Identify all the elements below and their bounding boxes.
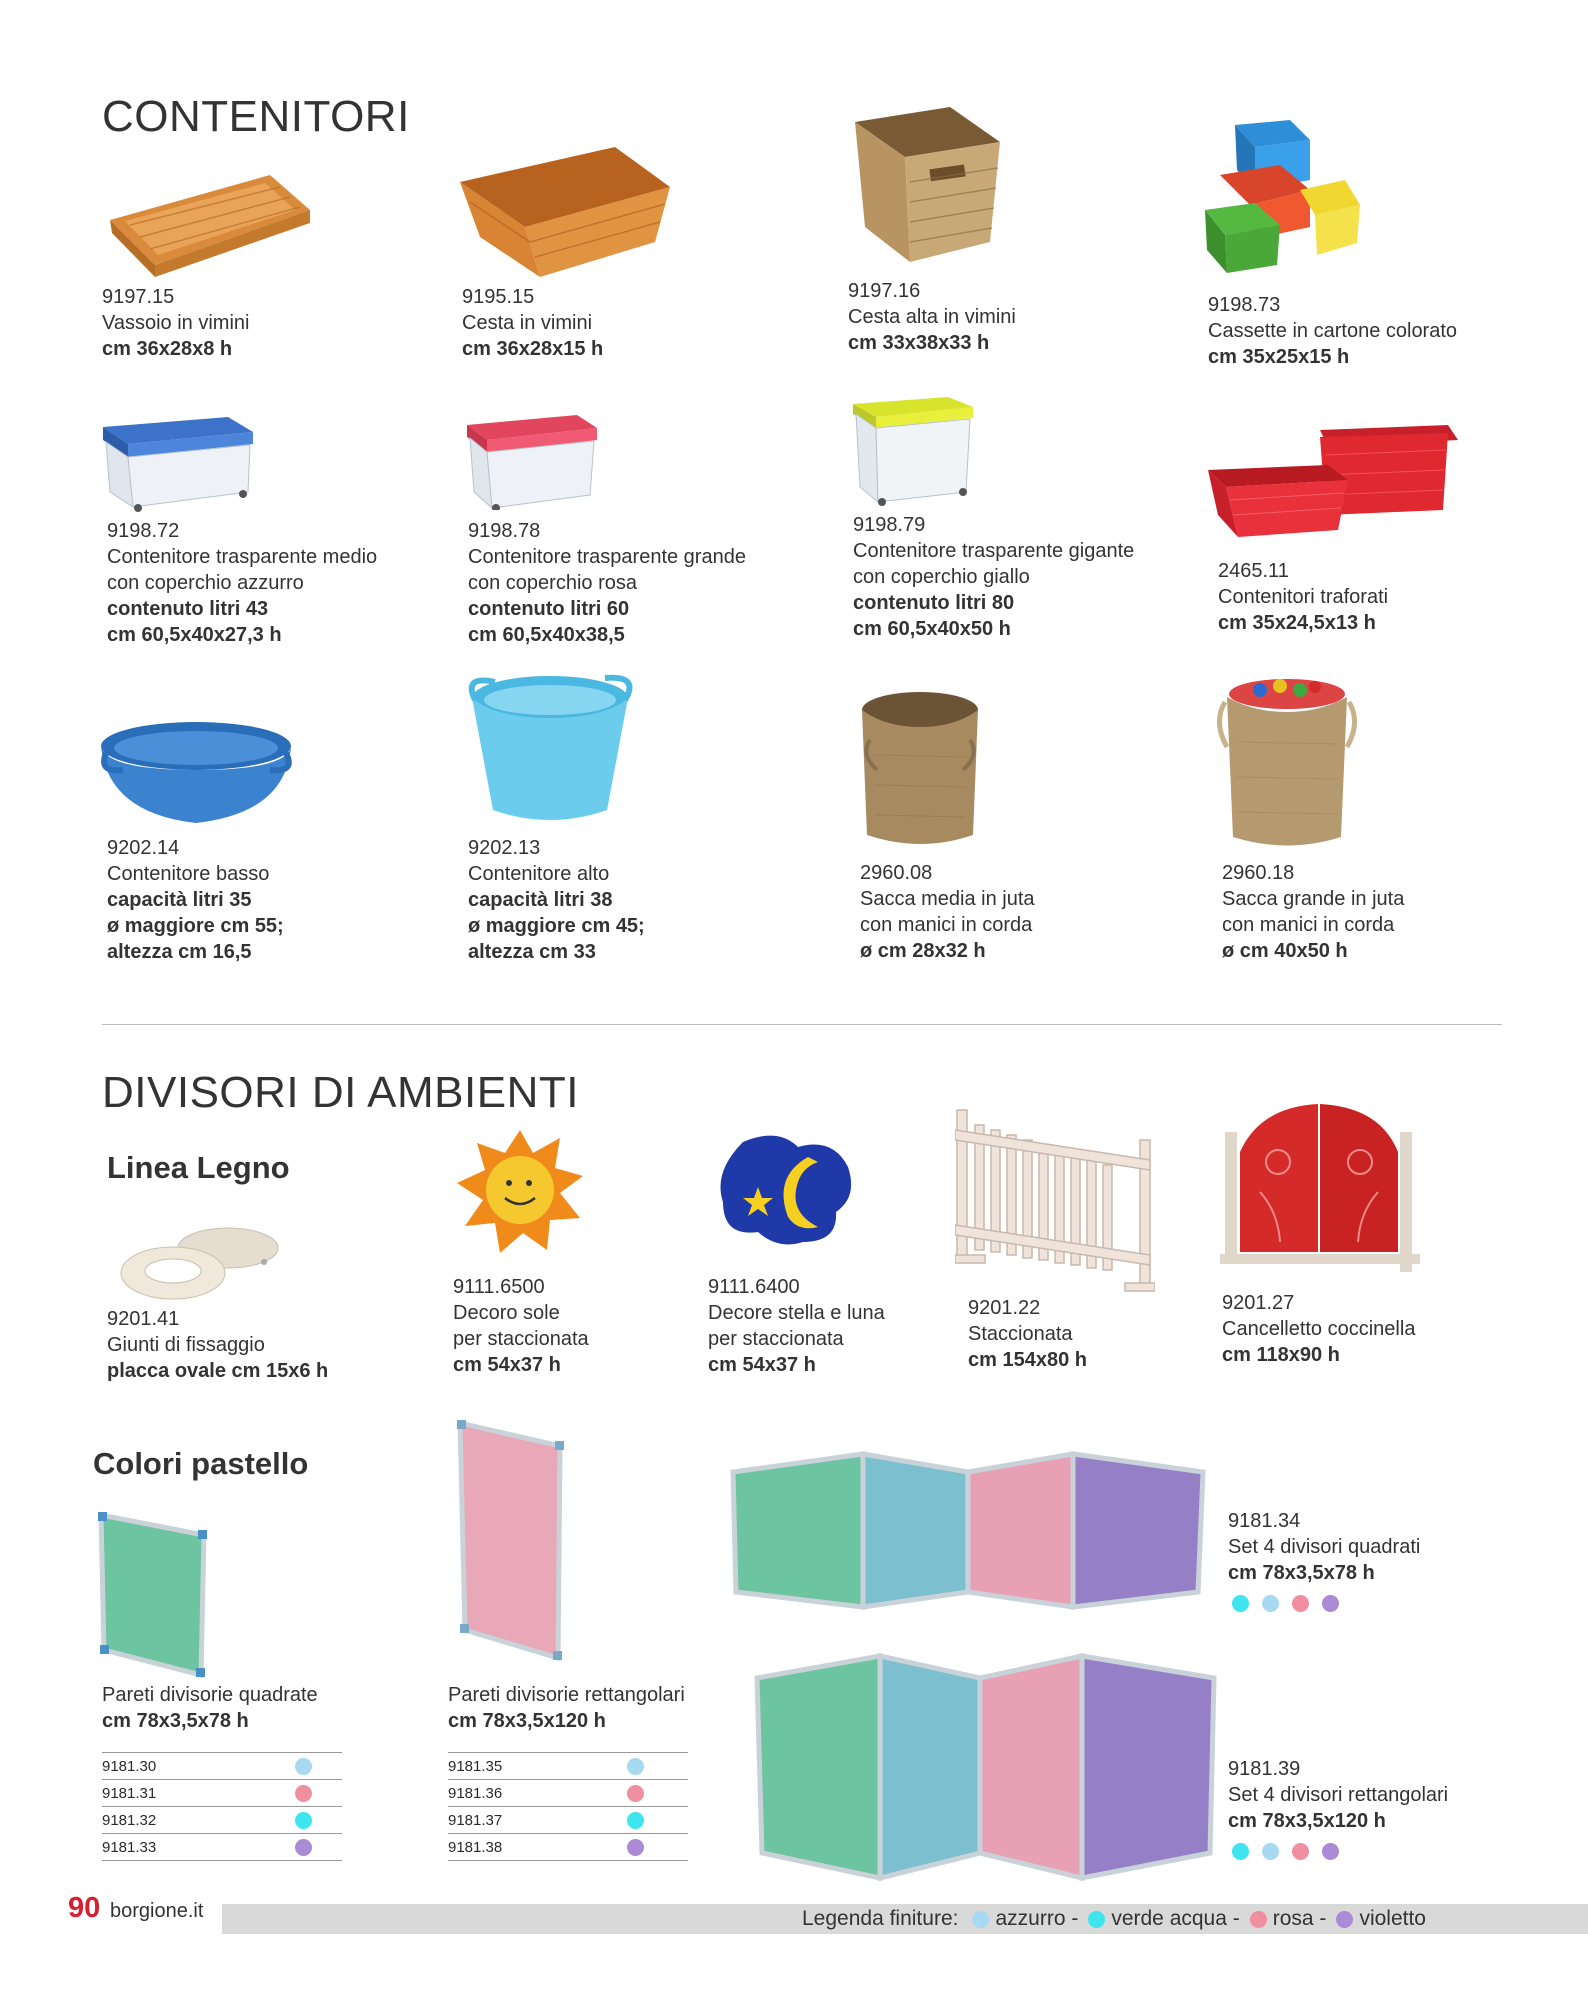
color-dot-rosa	[627, 1785, 644, 1802]
rect-panel-image	[455, 1418, 570, 1663]
color-dots-set-rettangolari	[1232, 1843, 1339, 1860]
color-dot-verde-acqua	[295, 1812, 312, 1829]
product-9201-41: 9201.41 Giunti di fissaggio placca ovale cm 15x6 h	[107, 1308, 329, 1382]
table-row: 9181.30	[102, 1752, 342, 1780]
product-9198-73: 9198.73 Cassette in cartone colorato cm 35x25x15 h	[1208, 294, 1458, 368]
set-4-square-panels-image	[728, 1442, 1210, 1622]
product-9197-15: 9197.15 Vassoio in vimini cm 36x28x8 h	[102, 286, 250, 360]
tall-tub-image	[465, 670, 640, 830]
color-dot-violetto	[1322, 1595, 1339, 1612]
wicker-tray-image	[100, 165, 315, 280]
product-2465-11: 2465.11 Contenitori traforati cm 35x24,5x13 h	[1218, 560, 1389, 634]
color-dot-violetto	[295, 1839, 312, 1856]
color-dot-rosa	[295, 1785, 312, 1802]
table-row: 9181.31	[102, 1780, 342, 1807]
color-dot-violetto	[627, 1839, 644, 1856]
color-dot-rosa	[1292, 1843, 1309, 1860]
sun-decor-image	[455, 1128, 585, 1258]
square-panel-image	[96, 1510, 211, 1680]
section-title-divisori: DIVISORI DI AMBIENTI	[102, 1068, 579, 1117]
clear-box-pink-image	[462, 410, 602, 510]
product-9202-14: 9202.14 Contenitore basso capacità litri 35 ø maggiore cm 55; altezza cm 16,5	[107, 837, 284, 963]
product-9197-16: 9197.16 Cesta alta in vimini cm 33x38x33 h	[848, 280, 1016, 354]
red-baskets-image	[1208, 425, 1458, 540]
product-9198-72: 9198.72 Contenitore trasparente medio con coperchio azzurro contenuto litri 43 cm 60,5x40x27,3 h	[107, 520, 378, 646]
product-9181-39: 9181.39 Set 4 divisori rettangolari cm 78x3,5x120 h	[1228, 1758, 1449, 1832]
color-dot-verde-acqua	[1232, 1843, 1249, 1860]
legend-dot-azzurro	[972, 1911, 989, 1928]
product-pareti-rettangolari: Pareti divisorie rettangolari cm 78x3,5x120 h	[448, 1684, 685, 1732]
page-number: 90	[68, 1892, 101, 1924]
clear-box-blue-image	[98, 412, 258, 512]
set-4-rect-panels-image	[752, 1648, 1220, 1888]
product-9202-13: 9202.13 Contenitore alto capacità litri 38 ø maggiore cm 45; altezza cm 33	[468, 837, 645, 963]
table-row: 9181.33	[102, 1834, 342, 1861]
moon-star-decor-image	[718, 1132, 858, 1247]
color-dots-set-quadrati	[1232, 1595, 1339, 1612]
color-dot-azzurro	[295, 1758, 312, 1775]
section-title-contenitori: CONTENITORI	[102, 92, 410, 141]
product-9198-78: 9198.78 Contenitore trasparente grande con coperchio rosa contenuto litri 60 cm 60,5x40x38,5	[468, 520, 746, 646]
color-boxes-image	[1205, 115, 1365, 275]
codes-table-quadrate	[102, 1752, 342, 1861]
fence-image	[955, 1105, 1155, 1295]
codes-table-rettangolari	[448, 1752, 688, 1861]
table-row: 9181.37	[448, 1807, 688, 1834]
product-9111-6400: 9111.6400 Decore stella e luna per staccionata cm 54x37 h	[708, 1276, 885, 1376]
color-dot-azzurro	[1262, 1843, 1279, 1860]
fixing-joints-image	[118, 1218, 283, 1303]
color-dot-violetto	[1322, 1843, 1339, 1860]
table-row: 9181.35	[448, 1752, 688, 1780]
tall-wicker-basket-image	[850, 102, 1010, 267]
product-9201-22: 9201.22 Staccionata cm 154x80 h	[968, 1297, 1087, 1371]
table-row: 9181.36	[448, 1780, 688, 1807]
color-legend: Legenda finiture: azzurro - verde acqua - rosa - violetto	[802, 1907, 1426, 1930]
color-dot-verde-acqua	[1232, 1595, 1249, 1612]
product-9201-27: 9201.27 Cancelletto coccinella cm 118x90 h	[1222, 1292, 1416, 1366]
color-dot-azzurro	[1262, 1595, 1279, 1612]
color-dot-rosa	[1292, 1595, 1309, 1612]
product-9111-6500: 9111.6500 Decoro sole per staccionata cm 54x37 h	[453, 1276, 589, 1376]
legend-dot-verde-acqua	[1088, 1911, 1105, 1928]
section-divider	[102, 1024, 1502, 1025]
legend-dot-rosa	[1250, 1911, 1267, 1928]
table-row: 9181.32	[102, 1807, 342, 1834]
site-link[interactable]: borgione.it	[110, 1900, 204, 1922]
low-tub-image	[98, 718, 298, 828]
product-pareti-quadrate: Pareti divisorie quadrate cm 78x3,5x78 h	[102, 1684, 318, 1732]
ladybug-gate-image	[1220, 1102, 1420, 1282]
product-2960-08: 2960.08 Sacca media in juta con manici in corda ø cm 28x32 h	[860, 862, 1035, 962]
color-dot-azzurro	[627, 1758, 644, 1775]
legend-dot-violetto	[1336, 1911, 1353, 1928]
product-9198-79: 9198.79 Contenitore trasparente gigante con coperchio giallo contenuto litri 80 cm 60,5x40x50 h	[853, 514, 1135, 640]
table-row: 9181.38	[448, 1834, 688, 1861]
product-2960-18: 2960.18 Sacca grande in juta con manici in corda ø cm 40x50 h	[1222, 862, 1405, 962]
product-9195-15: 9195.15 Cesta in vimini cm 36x28x15 h	[462, 286, 604, 360]
subtitle-colori-pastello: Colori pastello	[93, 1446, 309, 1481]
jute-bag-medium-image	[855, 685, 985, 850]
product-9181-34: 9181.34 Set 4 divisori quadrati cm 78x3,5x78 h	[1228, 1510, 1421, 1584]
clear-box-yellow-image	[848, 392, 978, 507]
color-dot-verde-acqua	[627, 1812, 644, 1829]
subtitle-linea-legno: Linea Legno	[107, 1150, 290, 1185]
wicker-basket-image	[455, 142, 675, 282]
jute-bag-large-image	[1215, 672, 1360, 852]
